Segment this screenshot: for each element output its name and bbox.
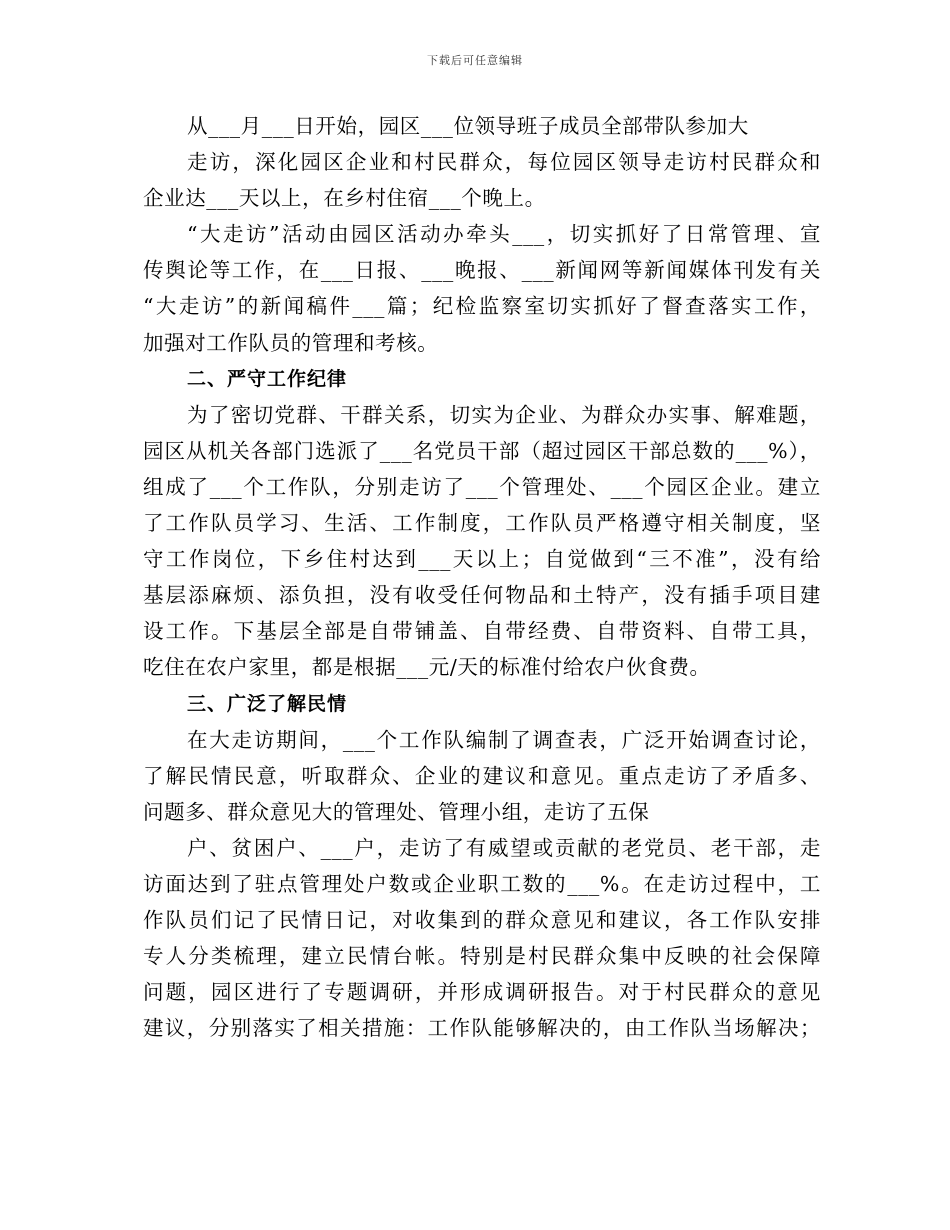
paragraph-line: 建议，分别落实了相关措施：工作队能够解决的，由工作队当场解决； [143, 1016, 821, 1041]
paragraph-line: 作队员们记了民情日记，对收集到的群众意见和建议，各工作队安排 [143, 908, 821, 933]
section-heading: 二、严守工作纪律 [187, 367, 348, 390]
paragraph-line: 专人分类梳理，建立民情台帐。特别是村民群众集中反映的社会保障 [143, 944, 821, 969]
paragraph-line: 设工作。下基层全部是自带铺盖、自带经费、自带资料、自带工具， [143, 619, 821, 644]
paragraph-line: 了解民情民意，听取群众、企业的建议和意见。重点走访了矛盾多、 [143, 763, 821, 788]
document-body [143, 108, 821, 1046]
page-header: 下载后可任意编辑 [427, 54, 523, 67]
paragraph-line: 园区从机关各部门选派了___名党员干部（超过园区干部总数的___%）， [143, 438, 821, 463]
paragraph-line: “大走访”活动由园区活动办牵头___，切实抓好了日常管理、宣 [187, 222, 821, 247]
paragraph-line: 从___月___日开始，园区___位领导班子成员全部带队参加大 [187, 114, 749, 138]
paragraph-line: 守工作岗位，下乡住村达到___天以上；自觉做到“三不准”，没有给 [143, 547, 821, 572]
section-heading: 三、广泛了解民情 [187, 692, 348, 715]
paragraph-line: “大走访”的新闻稿件___篇；纪检监察室切实抓好了督查落实工作， [143, 294, 821, 319]
paragraph-line: 走访，深化园区企业和村民群众，每位园区领导走访村民群众和 [187, 150, 821, 175]
paragraph-line: 基层添麻烦、添负担，没有收受任何物品和土特产，没有插手项目建 [143, 583, 821, 608]
paragraph-line: 户、贫困户、___户，走访了有威望或贡献的老党员、老干部，走 [187, 835, 821, 860]
paragraph-line: 企业达___天以上，在乡村住宿___个晚上。 [143, 186, 546, 211]
paragraph-line: 在大走访期间，___个工作队编制了调查表，广泛开始调查讨论， [187, 727, 821, 752]
paragraph-line: 加强对工作队员的管理和考核。 [143, 330, 439, 355]
paragraph-line: 吃住在农户家里，都是根据___元/天的标准付给农户伙食费。 [143, 655, 711, 680]
paragraph-line: 问题，园区进行了专题调研，并形成调研报告。对于村民群众的意见 [143, 980, 821, 1005]
paragraph-line: 传舆论等工作，在___日报、___晚报、___新闻网等新闻媒体刊发有关 [143, 258, 821, 283]
paragraph-line: 了工作队员学习、生活、工作制度，工作队员严格遵守相关制度，坚 [143, 511, 821, 536]
paragraph-line: 问题多、群众意见大的管理处、管理小组，走访了五保 [143, 799, 650, 824]
paragraph-line: 访面达到了驻点管理处户数或企业职工数的___%。在走访过程中，工 [143, 871, 821, 896]
paragraph-line: 为了密切党群、干群关系，切实为企业、为群众办实事、解难题， [187, 402, 821, 427]
paragraph-line: 组成了___个工作队，分别走访了___个管理处、___个园区企业。建立 [143, 474, 821, 499]
